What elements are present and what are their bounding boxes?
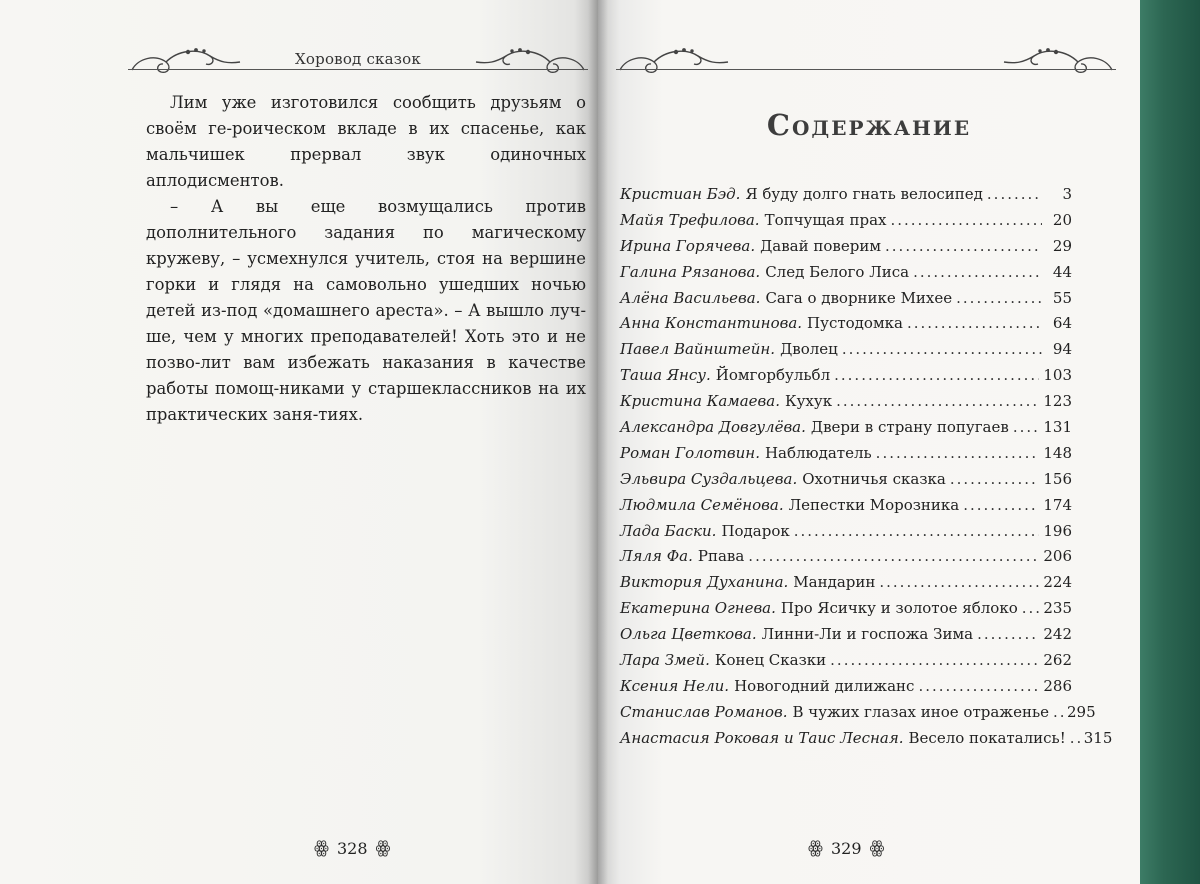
toc-author: Александра Довгулёва. (620, 418, 806, 437)
toc-leader-dots (885, 237, 1042, 255)
toc-story-title: Весело покатались! (908, 728, 1066, 747)
header-rule (616, 69, 1116, 70)
toc-story-title: Мандарин (793, 573, 876, 592)
toc-page-number: 29 (1052, 236, 1072, 255)
right-running-header (616, 40, 1116, 80)
toc-entry (620, 728, 1113, 755)
toc-entry (620, 289, 1072, 315)
toc-leader-dots (918, 677, 1039, 695)
toc-leader-dots (956, 289, 1042, 307)
toc-author: Алёна Васильева. (620, 288, 761, 307)
toc-page-number: 235 (1043, 599, 1072, 618)
toc-leader-dots (876, 444, 1040, 462)
toc-page-number: 224 (1043, 573, 1072, 592)
toc-author: Виктория Духанина. (620, 573, 789, 592)
toc-author: Ляля Фа. (620, 547, 693, 566)
toc-author: Роман Голотвин. (620, 443, 760, 462)
toc-page-number: 123 (1043, 392, 1072, 411)
toc-story-title: Охотничья сказка (802, 469, 946, 488)
footer-ornament-icon: ꙮ (869, 838, 885, 858)
toc-story-title: Про Ясичку и золотое яблоко (780, 599, 1018, 618)
toc-leader-dots (794, 522, 1040, 540)
table-of-contents (620, 185, 1113, 755)
book-cover-edge (1140, 0, 1200, 884)
toc-entry (620, 340, 1072, 366)
toc-author: Ксения Нели. (620, 676, 730, 695)
toc-entry (620, 237, 1072, 263)
toc-entry (620, 470, 1072, 496)
toc-entry (620, 263, 1072, 289)
toc-story-title: Линни-Ли и госпожа Зима (761, 625, 974, 644)
left-running-header (128, 40, 588, 80)
toc-entry (620, 677, 1072, 703)
toc-page-number: 242 (1043, 625, 1072, 644)
toc-leader-dots (830, 651, 1039, 669)
toc-story-title: Конец Сказки (714, 651, 827, 670)
toc-page-number: 103 (1043, 366, 1072, 385)
toc-entry (620, 392, 1072, 418)
paragraph: – А вы еще возмущались против дополнительного задания по магическому кружеву, – усмехнулся учитель, стоя на вершине горки и глядя на самовольно ушедших ночью детей из-под «домашнего ареста». – А вышло луч-ше, чем у многих преподавателей! Хоть это и не позво-лит вам избежать наказания в качестве работы помощ-никами у старшеклассников на их практических заня-тиях. (146, 197, 586, 424)
toc-entry (620, 651, 1072, 677)
toc-story-title: Пустодомка (807, 314, 903, 333)
toc-entry (620, 314, 1072, 340)
toc-entry (620, 418, 1072, 444)
toc-author: Екатерина Огнева. (620, 599, 776, 618)
toc-leader-dots (987, 185, 1042, 203)
toc-entry (620, 599, 1072, 625)
toc-page-number: 131 (1043, 418, 1072, 437)
toc-leader-dots (890, 211, 1042, 229)
toc-author: Кристина Камаева. (620, 392, 780, 411)
paragraph: Лим уже изготовился сообщить друзьям о своём ге-роическом вкладе в их спасенье, как мальчишек прервал звук одиночных аплодисментов. (146, 93, 586, 190)
toc-entry (620, 496, 1072, 522)
toc-story-title: Лепестки Морозника (788, 495, 960, 514)
toc-story-title: Двери в страну попугаев (810, 418, 1009, 437)
toc-story-title: Топчущая прах (764, 210, 887, 229)
toc-leader-dots (1013, 418, 1040, 436)
toc-entry (620, 625, 1072, 651)
toc-page-number: 20 (1052, 210, 1072, 229)
toc-page-number: 174 (1043, 495, 1072, 514)
toc-page-number: 156 (1043, 469, 1072, 488)
toc-entry (620, 444, 1072, 470)
toc-story-title: Йомгорбульбл (715, 366, 831, 385)
page-number: 329 (830, 838, 862, 858)
toc-author: Таша Янсу. (620, 366, 711, 385)
story-text (146, 90, 586, 428)
toc-page-number: 315 (1083, 728, 1113, 747)
toc-leader-dots (842, 340, 1042, 358)
toc-story-title: Я буду долго гнать велосипед (745, 185, 983, 203)
toc-page-number: 3 (1062, 185, 1072, 203)
toc-author: Ольга Цветкова. (620, 625, 757, 644)
toc-leader-dots (1022, 599, 1040, 617)
toc-leader-dots (913, 263, 1042, 281)
footer-ornament-icon: ꙮ (314, 838, 329, 858)
toc-author: Галина Рязанова. (620, 262, 761, 281)
toc-page-number: 196 (1043, 521, 1072, 540)
toc-story-title: В чужих глазах иное отраженье (792, 702, 1050, 721)
toc-page-number: 295 (1067, 702, 1096, 721)
toc-entry (620, 366, 1072, 392)
toc-leader-dots (879, 573, 1039, 591)
toc-title: Содержание (766, 108, 972, 142)
toc-author: Станислав Романов. (620, 702, 788, 721)
toc-leader-dots (977, 625, 1039, 643)
toc-entry (620, 702, 1096, 729)
toc-page-number: 148 (1043, 443, 1072, 462)
toc-page-number: 64 (1052, 314, 1072, 333)
toc-story-title: Давай поверим (760, 236, 882, 255)
page-number: 328 (336, 838, 368, 858)
toc-page-number: 206 (1043, 547, 1072, 566)
toc-author: Анастасия Роковая и Таис Лесная. (620, 728, 904, 747)
toc-story-title: Сага о дворнике Михее (765, 288, 953, 307)
gutter-shadow (588, 0, 608, 884)
toc-author: Лада Баски. (620, 521, 717, 540)
footer-ornament-icon: ꙮ (375, 838, 391, 858)
toc-leader-dots (834, 366, 1039, 384)
right-page-footer (808, 838, 884, 858)
toc-leader-dots (950, 470, 1040, 488)
running-header-title: Хоровод сказок (295, 50, 421, 68)
header-ornament-icon (616, 40, 1116, 80)
toc-story-title: Рпава (697, 547, 745, 566)
toc-entry (620, 573, 1072, 599)
toc-page-number: 286 (1043, 676, 1072, 695)
toc-story-title: Дволец (780, 340, 838, 359)
toc-author: Анна Константинова. (620, 314, 803, 333)
toc-author: Лара Змей. (620, 651, 710, 670)
toc-leader-dots (748, 547, 1039, 565)
toc-author: Эльвира Суздальцева. (620, 469, 798, 488)
toc-story-title: Наблюдатель (764, 443, 872, 462)
toc-entry (620, 211, 1072, 237)
toc-story-title: Подарок (721, 521, 790, 540)
toc-entry (620, 547, 1072, 573)
toc-leader-dots (907, 314, 1042, 332)
left-page (0, 0, 598, 884)
toc-leader-dots (963, 496, 1039, 514)
toc-entry (620, 522, 1072, 548)
toc-author: Павел Вайнштейн. (620, 340, 776, 359)
toc-author: Ирина Горячева. (620, 236, 756, 255)
toc-author: Кристиан Бэд. (620, 185, 741, 203)
toc-author: Майя Трефилова. (620, 210, 760, 229)
footer-ornament-icon: ꙮ (808, 838, 823, 858)
toc-story-title: Кухук (785, 392, 833, 411)
toc-page-number: 44 (1052, 262, 1072, 281)
toc-entry (620, 185, 1072, 211)
toc-leader-dots (1070, 729, 1080, 747)
toc-page-number: 94 (1052, 340, 1072, 359)
toc-story-title: Новогодний дилижанс (734, 676, 915, 695)
toc-leader-dots (1053, 703, 1063, 721)
toc-author: Людмила Семёнова. (620, 495, 784, 514)
right-page (598, 0, 1140, 884)
toc-story-title: След Белого Лиса (765, 262, 910, 281)
toc-page-number: 262 (1043, 651, 1072, 670)
header-rule (128, 69, 588, 70)
toc-leader-dots (836, 392, 1039, 410)
left-page-footer (314, 838, 390, 858)
toc-page-number: 55 (1052, 288, 1072, 307)
